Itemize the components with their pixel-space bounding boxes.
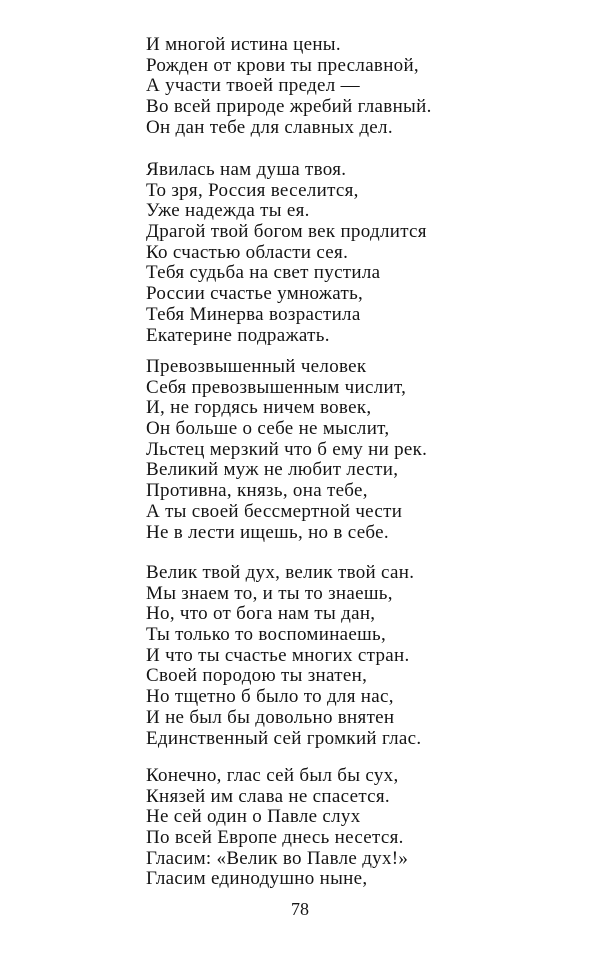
verse-line: Он дан тебе для славных дел.: [146, 116, 393, 138]
verse-line: Он больше о себе не мыслит,: [146, 418, 390, 440]
verse-line: Тебя судьба на свет пустила: [146, 262, 381, 284]
verse-line: Драгой твой богом век продлится: [146, 221, 427, 243]
verse-line: Явилась нам душа твоя.: [146, 159, 347, 180]
verse-line: И не был бы довольно внятен: [146, 706, 395, 728]
verse-line: И что ты счастье многих стран.: [146, 644, 410, 666]
verse-line: России счастье умножать,: [146, 283, 364, 305]
verse-line: Льстец мерзкий что б ему ни рек.: [146, 438, 428, 460]
verse-line: Но тщетно б было то для нас,: [146, 686, 394, 708]
stanza: [146, 35, 432, 138]
verse-line: Великий муж не любит лести,: [146, 459, 399, 481]
verse-line: Уже надежда ты ея.: [146, 200, 310, 222]
verse-line: Не сей один о Павле слух: [146, 806, 361, 828]
verse-line: Мы знаем то, и ты то знаешь,: [146, 582, 393, 604]
verse-line: Единственный сей громкий глас.: [146, 727, 422, 749]
verse-line: Своей породою ты знатен,: [146, 665, 368, 687]
verse-line: Гласим единодушно ныне,: [146, 868, 368, 890]
stanza: [146, 357, 427, 543]
verse-line: Ты только то воспоминаешь,: [146, 624, 387, 646]
verse-line: По всей Европе днесь несется.: [146, 827, 404, 849]
verse-line: Екатерине подражать.: [146, 324, 330, 346]
stanza: [146, 766, 408, 890]
verse-line: Себя превозвышенным числит,: [146, 376, 407, 398]
verse-line: Тебя Минерва возрастила: [146, 303, 361, 325]
verse-line: А ты своей бессмертной чести: [146, 500, 403, 522]
verse-line: Гласим: «Велик во Павле дух!»: [146, 847, 409, 869]
verse-line: Конечно, глас сей был бы сух,: [146, 765, 399, 786]
verse-line: То зря, Россия веселится,: [146, 179, 359, 201]
stanza: [146, 160, 427, 346]
verse-line: А участи твоей предел —: [146, 75, 360, 97]
verse-line: Князей им слава не спасется.: [146, 785, 390, 807]
verse-line: Ко счастью области сея.: [146, 241, 349, 263]
verse-line: Велик твой дух, велик твой сан.: [146, 562, 415, 583]
verse-line: И, не гордясь ничем вовек,: [146, 397, 372, 419]
verse-line: И многой истина цены.: [146, 34, 341, 55]
verse-line: Не в лести ищешь, но в себе.: [146, 521, 389, 543]
verse-line: Рожден от крови ты преславной,: [146, 54, 419, 76]
verse-line: Превозвышенный человек: [146, 356, 367, 377]
stanza: [146, 563, 421, 749]
verse-line: Но, что от бога нам ты дан,: [146, 603, 376, 625]
verse-line: Во всей природе жребий главный.: [146, 96, 432, 118]
verse-line: Противна, князь, она тебе,: [146, 480, 368, 502]
page-number: 78: [291, 899, 309, 919]
